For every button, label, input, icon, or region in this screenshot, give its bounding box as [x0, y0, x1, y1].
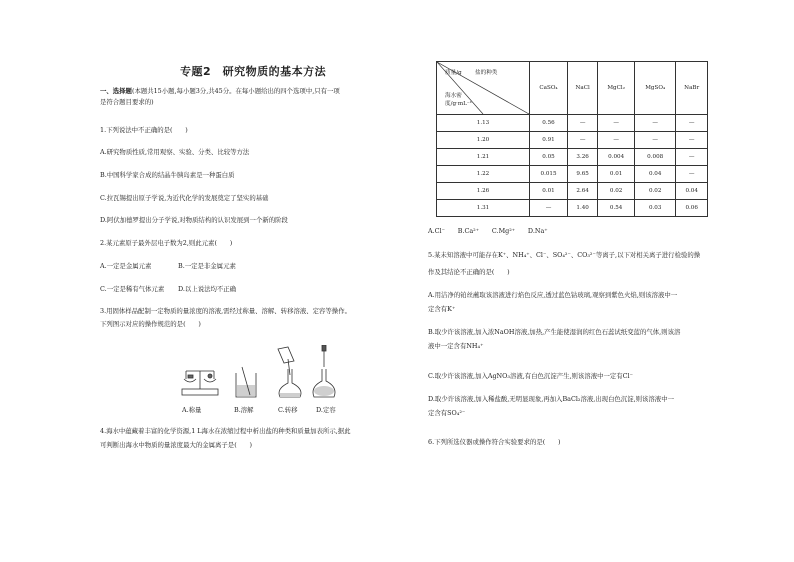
q4-stem-line2: 可判断出海水中物质的量浓度最大的金属离子是( ) — [100, 441, 252, 449]
table-cell: — — [598, 115, 635, 132]
table-cell: 0.008 — [635, 149, 676, 166]
table-cell: — — [530, 200, 568, 217]
figure-label-a: A.称量 — [182, 406, 202, 414]
col-header-nabr: NaBr — [676, 62, 708, 115]
figure-label-c: C.转移 — [278, 406, 298, 414]
table-cell: 0.91 — [530, 132, 568, 149]
col-header-nacl: NaCl — [568, 62, 598, 115]
table-cell: — — [568, 132, 598, 149]
q1-stem: 1.下列说法中不正确的是( ) — [100, 126, 188, 134]
table-cell: 0.04 — [635, 166, 676, 183]
q4-options: A.Cl⁻ B.Ca²⁺ C.Mg²⁺ D.Na⁺ — [428, 227, 548, 235]
q2-stem: 2.某元素原子最外层电子数为2,则此元素( ) — [100, 239, 233, 247]
table-cell: 2.64 — [568, 183, 598, 200]
table-cell: — — [676, 149, 708, 166]
table-header-row — [437, 62, 708, 115]
table-cell: 1.21 — [437, 149, 530, 166]
q2-option-b: B.一定是非金属元素 — [178, 262, 236, 270]
figure-label-d: D.定容 — [316, 406, 336, 414]
table-cell: — — [598, 132, 635, 149]
q2-option-d: D.以上说法均不正确 — [178, 285, 237, 293]
table-cell: 1.22 — [437, 166, 530, 183]
figure-label-b: B.溶解 — [234, 406, 254, 414]
lab-operations-figure — [176, 345, 356, 415]
header-density — [445, 92, 472, 108]
section-heading — [100, 87, 340, 96]
q6-stem: 6.下列所选仪器或操作符合实验要求的是( ) — [428, 438, 561, 446]
table-cell: 0.05 — [530, 149, 568, 166]
table-cell: 1.26 — [437, 183, 530, 200]
col-header-caso4: CaSO₄ — [530, 62, 568, 115]
table-row — [437, 115, 708, 132]
table-cell: 0.02 — [635, 183, 676, 200]
q1-option-c: C.拉瓦锡提出原子学说,为近代化学的发展奠定了坚实的基础 — [100, 194, 269, 202]
table-cell: 0.01 — [598, 166, 635, 183]
table-cell: 0.04 — [676, 183, 708, 200]
q5-option-a-line1: A.用洁净的铂丝蘸取该溶液进行焰色反应,透过蓝色钴玻璃,观察到紫色火焰,则该溶液中一 — [428, 291, 678, 299]
table-row — [437, 200, 708, 217]
beaker-icon — [236, 367, 256, 397]
table-cell: 0.02 — [598, 183, 635, 200]
table-cell: 0.01 — [530, 183, 568, 200]
q1-option-a: A.研究物质性质,常用观察、实验、分类、比较等方法 — [100, 148, 250, 156]
table-cell: 0.03 — [635, 200, 676, 217]
table-cell: — — [635, 115, 676, 132]
lab-apparatus-drawing — [176, 345, 356, 405]
table-corner-header — [437, 62, 530, 115]
q5-stem-line2: 作及其结论不正确的是( ) — [428, 268, 510, 276]
q5-option-b-line2: 液中一定含有NH₄⁺ — [428, 342, 484, 350]
table-row — [437, 149, 708, 166]
table-row — [437, 183, 708, 200]
table-cell: 9.65 — [568, 166, 598, 183]
table-cell: 1.13 — [437, 115, 530, 132]
table-cell: 1.20 — [437, 132, 530, 149]
q3-stem-line2: 下列图示对应的操作规范的是( ) — [100, 320, 201, 328]
table-cell: — — [568, 115, 598, 132]
q5-stem-line1: 5.某未知溶液中可能存在K⁺、NH₄⁺、Cl⁻、SO₄²⁻、CO₃²⁻等离子,以下对相关离子进行检验的操 — [428, 251, 701, 259]
table-cell: — — [676, 166, 708, 183]
seawater-salt-table — [436, 61, 708, 217]
table-cell: 3.26 — [568, 149, 598, 166]
header-density-line1: 海水密 — [445, 93, 462, 99]
header-salt-type: 盐的种类 — [475, 70, 498, 76]
volumetric-flask-transfer-icon — [278, 347, 301, 397]
table-cell: 0.06 — [676, 200, 708, 217]
table-cell: — — [676, 132, 708, 149]
table-cell: 1.40 — [568, 200, 598, 217]
table-cell: 0.54 — [598, 200, 635, 217]
col-header-mgcl2: MgCl₂ — [598, 62, 635, 115]
q3-stem-line1: 3.用固体样品配制一定物质的量浓度的溶液,需经过称量、溶解、转移溶液、定容等操作。 — [100, 307, 351, 315]
header-density-line2: 度/g·mL⁻¹ — [445, 101, 473, 107]
q1-option-d: D.阿伏加德罗提出分子学说,对物质结构的认识发展到一个新的阶段 — [100, 216, 288, 224]
table-cell: 0.015 — [530, 166, 568, 183]
q5-option-d-line2: 定含有SO₄²⁻ — [428, 409, 466, 417]
section-note-2: 是符合题目要求的) — [100, 98, 154, 106]
col-header-mgso4: MgSO₄ — [635, 62, 676, 115]
section-label: 一、选择题 — [100, 87, 132, 95]
table-cell: — — [676, 115, 708, 132]
q2-option-c: C.一定是稀有气体元素 — [100, 285, 165, 293]
q5-option-d-line1: D.取少许该溶液,加入稀盐酸,无明显现象,再加入BaCl₂溶液,出现白色沉淀,则该溶液中一 — [428, 395, 674, 403]
table-cell: 0.004 — [598, 149, 635, 166]
q2-option-a: A.一定是金属元素 — [100, 262, 152, 270]
balance-icon — [182, 371, 218, 395]
q5-option-a-line2: 定含有K⁺ — [428, 305, 456, 313]
header-mass: 质量/g — [445, 70, 462, 76]
section-note: (本题共15小题,每小题3分,共45分。在每小题给出的四个选项中,只有一项 — [131, 87, 340, 95]
table-row — [437, 132, 708, 149]
q4-stem-line1: 4.海水中蕴藏着丰富的化学资源,1 L海水在浓缩过程中析出盐的种类和质量加表所示,据此 — [100, 427, 351, 435]
q1-option-b: B.中国科学家合成的结晶牛胰岛素是一种蛋白质 — [100, 171, 235, 179]
dropper-flask-icon — [313, 345, 335, 397]
page-title: 专题2 研究物质的基本方法 — [180, 65, 327, 78]
table-row — [437, 166, 708, 183]
q5-option-b-line1: B.取少许该溶液,加入浓NaOH溶液,加热,产生能使湿润的红色石蕊试纸变蓝的气体,则该溶 — [428, 328, 681, 336]
table-cell: 1.31 — [437, 200, 530, 217]
table-cell: — — [635, 132, 676, 149]
table-cell: 0.56 — [530, 115, 568, 132]
q5-option-c: C.取少许该溶液,加入AgNO₃溶液,有白色沉淀产生,则该溶液中一定有Cl⁻ — [428, 372, 633, 380]
